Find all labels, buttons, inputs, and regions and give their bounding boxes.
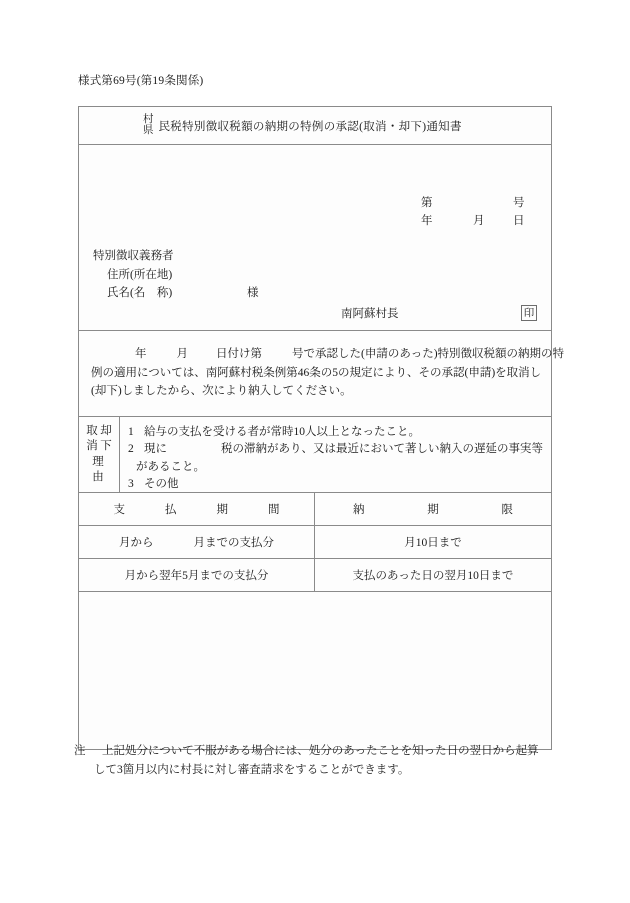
payment-row-1-period-a: 月から	[119, 537, 154, 549]
doc-date-day: 日	[513, 214, 525, 227]
doc-no-unit: 号	[513, 197, 525, 209]
footer-note	[74, 742, 564, 779]
title-stacked-prefix	[143, 115, 154, 136]
reason-band	[79, 417, 551, 493]
addressee-honorific: 様	[247, 287, 259, 300]
title-inner	[143, 115, 462, 136]
reason-item-1-text: 給与の支払を受ける者が常時10人以上となったこと。	[144, 426, 420, 438]
payment-table-row-1	[79, 526, 551, 559]
page-title: 民税特別徴収税額の納期の特例の承認(取消・却下)通知書	[158, 120, 462, 133]
reason-item-3-number: 3	[128, 477, 134, 490]
reason-item-1	[128, 424, 543, 441]
body-band	[79, 331, 565, 417]
reason-item-2-number: 2	[128, 443, 134, 456]
payment-row-2-deadline: 支払のあった日の翌月10日まで	[352, 570, 514, 582]
payment-period-header-char-3: 期	[216, 504, 228, 516]
reason-label-char-2a: 消	[86, 440, 98, 453]
payment-deadline-header-char-2: 期	[427, 504, 439, 516]
body-line-2: 例の適用については、南阿蘇村税条例第46条の5の規定により、その承認(申請)を取消し	[91, 366, 542, 379]
addressee-block	[93, 247, 259, 303]
reason-label	[79, 417, 120, 492]
payment-period-header-char-4: 間	[268, 504, 280, 516]
payment-row-1-period-text	[119, 534, 274, 550]
reason-label-row-3	[91, 455, 107, 470]
reason-label-char-1b: 却	[100, 425, 112, 438]
footer-note-line-1	[74, 742, 564, 761]
form-number: 様式第69号(第19条関係)	[78, 75, 204, 87]
notice-frame	[78, 106, 565, 750]
reason-label-char-3a: 理	[92, 455, 104, 468]
addressee-address-label: 住所(所在地)	[107, 268, 173, 281]
header-band	[79, 145, 551, 331]
reason-label-row-1	[85, 424, 113, 439]
reason-label-char-1a: 取	[86, 425, 98, 438]
footer-note-marker: 注	[74, 745, 86, 757]
reason-label-char-2b: 下	[100, 440, 112, 453]
doc-date-month: 月	[473, 214, 485, 227]
seal-stamp-icon: 印	[521, 305, 537, 321]
document-number-row	[421, 195, 529, 213]
blank-notes-area	[79, 592, 551, 749]
title-stacked-char-2: 県	[143, 124, 154, 136]
reason-item-3	[128, 476, 543, 493]
reason-list	[120, 417, 551, 492]
reason-item-2	[128, 441, 543, 458]
body-day-no-label: 日付け第	[216, 348, 262, 360]
issuer-name: 南阿蘇村長	[341, 308, 399, 320]
document-number-block	[421, 195, 529, 231]
reason-item-1-number: 1	[128, 426, 134, 438]
reason-label-row-2	[85, 439, 113, 454]
payment-period-header-chars	[114, 501, 280, 517]
payment-deadline-header-char-3: 限	[501, 504, 513, 516]
footer-note-text-1: 上記処分について不服がある場合には、処分のあったことを知った日の翌日から起算	[102, 745, 539, 757]
reason-item-3-text: その他	[144, 477, 179, 490]
issuer-block	[341, 305, 537, 321]
reason-item-2-text-b: 税の滞納があり、又は最近において著しい納入の遅延の事実等	[221, 443, 543, 456]
body-line1-tail: 号で承認した(申請のあった)特別徴収税額の納期の特	[292, 348, 565, 360]
payment-deadline-header	[315, 493, 551, 525]
addressee-name-label: 氏名(名 称)	[107, 287, 173, 300]
payment-row-1-period	[79, 526, 315, 558]
body-line-1	[91, 345, 565, 364]
addressee-role: 特別徴収義務者	[93, 250, 174, 262]
payment-period-header-char-1: 支	[113, 504, 125, 516]
payment-row-1-period-b: 月までの支払分	[193, 537, 274, 549]
body-month-label: 月	[176, 348, 188, 360]
payment-period-header	[79, 493, 315, 525]
footer-note-line-2	[74, 761, 564, 780]
payment-table-header	[79, 493, 551, 526]
payment-table-row-2	[79, 559, 551, 592]
reason-item-2-text-a: 現に	[144, 443, 167, 456]
payment-deadline-header-chars	[353, 501, 513, 517]
payment-row-2-period: 月から翌年5月までの支払分	[79, 559, 315, 591]
body-line-3: (却下)しましたから、次により納入してください。	[91, 385, 352, 398]
reason-label-char-4a: 由	[92, 470, 104, 483]
title-band	[79, 107, 551, 145]
reason-label-row-4	[91, 470, 107, 485]
title-stacked-char-1: 村	[143, 113, 154, 125]
document-date-row	[421, 213, 529, 231]
doc-no-blank	[473, 195, 513, 213]
doc-date-year: 年	[421, 214, 433, 227]
body-year-label: 年	[135, 348, 147, 360]
addressee-name-row	[107, 284, 259, 303]
payment-row-1-deadline: 月10日まで	[404, 537, 462, 549]
footer-note-text-2: して3箇月以内に村長に対し審査請求をすることができます。	[94, 763, 410, 776]
reason-item-2-continuation: があること。	[136, 460, 205, 473]
payment-deadline-header-char-1: 納	[353, 504, 365, 516]
body-paragraph	[91, 345, 565, 401]
payment-period-header-char-2: 払	[165, 504, 177, 516]
doc-no-label: 第	[421, 197, 433, 209]
